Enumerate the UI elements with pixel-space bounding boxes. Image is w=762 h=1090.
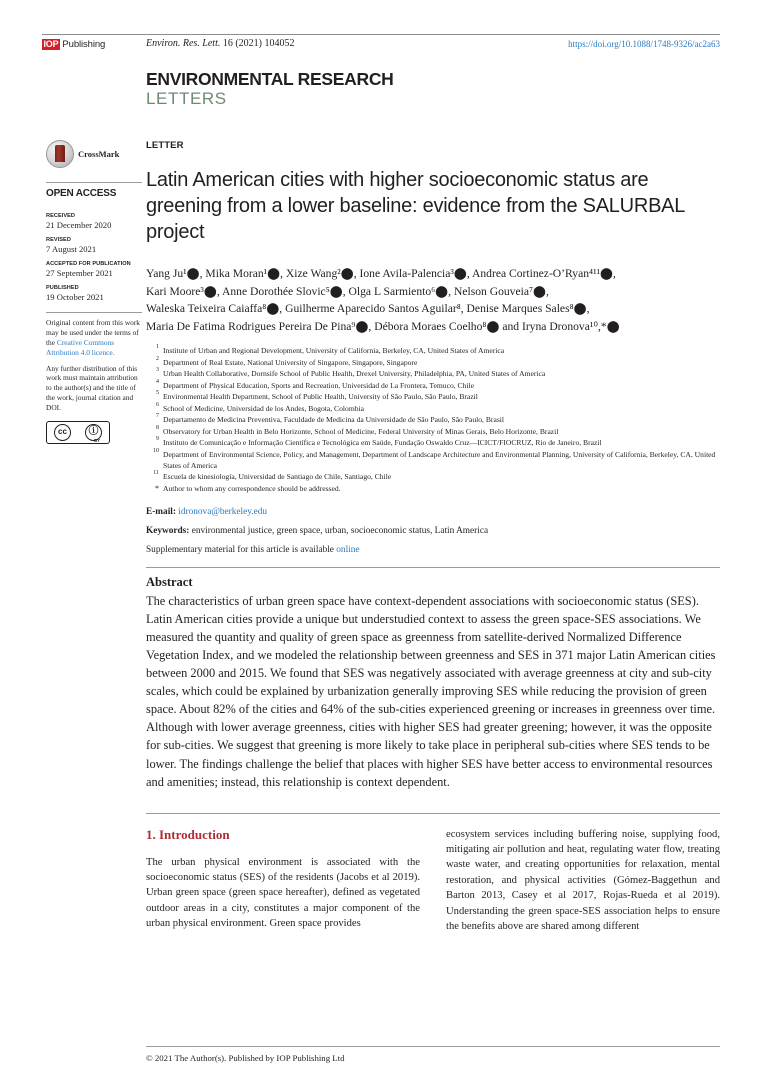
affiliation-number: 11 (153, 470, 159, 477)
author-line-2: Kari Moore³⬤, Anne Dorothée Slovic⁵⬤, Olga L Sarmiento⁶⬤, Nelson Gouveia⁷⬤, (146, 284, 549, 298)
corresponding-email-link[interactable]: idronova@berkeley.edu (178, 506, 268, 517)
iop-logo-word: Publishing (62, 39, 106, 50)
affiliation-row (146, 449, 720, 471)
publication-dates (46, 213, 142, 303)
author-line-1: Yang Ju¹⬤, Mika Moran¹⬤, Xize Wang²⬤, Ione Avila-Palencia³⬤, Andrea Cortinez-O’Ryan⁴¹¹⬤, (146, 267, 616, 280)
email-line (146, 507, 720, 517)
affiliation-row (146, 357, 720, 368)
date-accepted-value: 27 September 2021 (46, 268, 113, 279)
affiliation-text: Institute of Urban and Regional Development, University of California, Berkeley, CA, United States of America (163, 346, 505, 356)
date-revised (46, 237, 142, 255)
affiliation-row (146, 345, 720, 356)
crossmark-icon (46, 140, 74, 168)
affiliation-row (146, 437, 720, 448)
affiliation-number: 4 (156, 378, 159, 385)
affiliation-text: Author to whom any correspondence should be addressed. (163, 483, 341, 493)
introduction-divider (146, 813, 720, 814)
footer-divider (146, 1046, 720, 1047)
creative-commons-badge (46, 421, 110, 444)
affiliation-text: School of Medicine, Universidad de los Andes, Bogota, Colombia (163, 403, 364, 413)
license-notice (46, 318, 142, 413)
author-line-3: Waleska Teixeira Caiaffa⁸⬤, Guilherme Aparecido Santos Aguilar⁸, Denise Marques Sales⁸⬤, (146, 302, 590, 316)
sidebar-divider-license (46, 312, 142, 313)
author-line-4: Maria De Fatima Rodrigues Pereira De Pina⁹⬤, Débora Moraes Coelho⁸⬤ and Iryna Dronova¹⁰,*⬤ (146, 319, 620, 333)
affiliation-row (146, 471, 720, 482)
masthead-line-2: LETTERS (146, 88, 227, 108)
body-columns (146, 827, 720, 935)
journal-volume-pages: 16 (2021) 104052 (220, 38, 295, 49)
body-column-right (446, 827, 720, 935)
cc-by-glyph: ⓘ (88, 425, 99, 437)
affiliation-row (146, 368, 720, 379)
affiliation-list (146, 345, 720, 494)
keywords-line (146, 526, 720, 536)
affiliation-row (146, 391, 720, 402)
masthead-line-1: ENVIRONMENTAL RESEARCH (146, 69, 394, 89)
main-content (146, 140, 720, 934)
affiliation-row (146, 403, 720, 414)
body-column-left (146, 827, 420, 935)
affiliation-number: 9 (156, 436, 159, 443)
license-paragraph-2: Any further distribution of this work must maintain attribution to the author(s) and the title of the work, journal citation and DOI. (46, 363, 138, 412)
keywords-label: Keywords: (146, 525, 190, 536)
footer-copyright: © 2021 The Author(s). Published by IOP Publishing Ltd (146, 1053, 345, 1063)
date-received (46, 213, 142, 231)
page-title: Latin American cities with higher socioeconomic status are greening from a lower baseline: evidence from the SALURBAL project (146, 169, 685, 243)
crossmark-badge-group[interactable] (46, 140, 142, 168)
date-published (46, 285, 142, 303)
supplementary-text: Supplementary material for this article is available (146, 544, 337, 555)
section-heading-introduction: 1. Introduction (146, 826, 230, 842)
affiliation-row (146, 426, 720, 437)
date-received-label: RECEIVED (46, 213, 75, 219)
affiliation-row (146, 380, 720, 391)
keywords-value: environmental justice, green space, urban, socioeconomic status, Latin America (191, 525, 489, 536)
cc-icon: cc (54, 424, 71, 441)
affiliation-text: Department of Physical Education, Sports and Recreation, Universidad de La Frontera, Temuco, Chile (163, 380, 475, 390)
affiliation-number: 5 (156, 390, 159, 397)
author-list (146, 265, 706, 335)
iop-logo-mark: IOP (43, 39, 59, 49)
journal-masthead (146, 70, 394, 108)
sidebar-divider-top (46, 182, 142, 183)
affiliation-number: 3 (156, 367, 159, 374)
affiliation-row (146, 483, 720, 495)
sidebar (46, 140, 142, 444)
article-type-label: LETTER (146, 140, 184, 151)
introduction-paragraph-right: ecosystem services including buffering noise, supplying food, mitigating air pollution and heat, regulating water flow, treating waste water, and creating opportunities for relaxation, mental restoration, and physical activities (Gómez-Baggethun and Barton 2013, Casey et al 2017, Rojas-Rueda et al 2019). Understanding the green space-SES association helps to ensure the benefits above are shared among different (446, 828, 720, 932)
date-revised-value: 7 August 2021 (46, 244, 97, 255)
supplementary-online-link[interactable]: online (336, 544, 360, 555)
crossmark-label: CrossMark (78, 149, 120, 159)
affiliation-number: 7 (156, 413, 159, 420)
date-received-value: 21 December 2020 (46, 220, 112, 231)
affiliation-number: 1 (156, 344, 159, 351)
cc-by-label: BY (94, 438, 100, 444)
date-accepted-label: ACCEPTED FOR PUBLICATION (46, 260, 131, 267)
affiliation-text: Departamento de Medicina Preventiva, Faculdade de Medicina da Universidade de São Paulo, São Paulo, Brasil (163, 415, 504, 425)
affiliation-number: 10 (153, 447, 159, 454)
creative-commons-link[interactable]: Creative Commons Attribution 4.0 licence. (46, 337, 115, 357)
affiliation-row (146, 414, 720, 425)
affiliation-number: 2 (156, 355, 159, 362)
license-text-before-link: Original content from this work may be used under the terms of the (46, 318, 141, 347)
date-accepted (46, 261, 142, 279)
abstract-divider (146, 567, 720, 568)
affiliation-number: 6 (156, 401, 159, 408)
affiliation-text: Department of Real Estate, National University of Singapore, Singapore, Singapore (163, 357, 418, 367)
supplementary-line (146, 545, 720, 555)
affiliation-text: Department of Environmental Science, Policy, and Management, Department of Landscape Architecture and Environmental Planning, University of California, Berkeley, CA, United States of America (163, 449, 716, 470)
affiliation-number: * (155, 483, 159, 493)
date-published-label: PUBLISHED (46, 284, 79, 291)
affiliation-text: Instituto de Comunicação e Informação Científica e Tecnológica em Saúde, Fundação Oswaldo Cruz—ICICT/FIOCRUZ, Rio de Janeiro, Brazil (163, 438, 602, 448)
affiliation-text: Environmental Health Department, School of Public Health, University of São Paulo, São Paulo, Brazil (163, 392, 478, 402)
doi-link[interactable]: https://doi.org/10.1088/1748-9326/ac2a63 (568, 39, 720, 49)
email-label: E-mail: (146, 506, 176, 517)
affiliation-text: Escuela de kinesiología, Universidad de Santiago de Chile, Santiago, Chile (163, 472, 392, 482)
affiliation-text: Urban Health Collaborative, Dornsife School of Public Health, Drexel University, Philadelphia, PA, United States of America (163, 369, 546, 379)
abstract-body: The characteristics of urban green space have context-dependent associations with socioeconomic status (SES). Latin American cities provide a unique but understudied context to assess the green space-SES associations. We measured the quantity and quality of green space as greenness from satellite-derived Normalized Difference Vegetation Index, and we modeled the relationship between greenness and SES in 371 major Latin American cities between 2000 and 2015. We found that SES was negatively associated with average greenness at city and sub-city scales, which could be explained by urbanization generally improving SES while reducing the provision of green space. About 82% of the cities and 64% of the sub-cities experienced greening or increases in greenness over time. Although with lower average greenness, cities with higher SES had greater greening; however, it was the opposite for sub-cities. We suggest that greening is more likely to take place in peripheral sub-cities where SES tends to be lower. The findings challenge the belief that places with higher SES have better access to environmental resources and amenities; instead, this relationship is context dependent. (146, 593, 716, 789)
introduction-paragraph-left: The urban physical environment is associated with the socioeconomic status (SES) of the residents (Jacobs et al 2019). Urban green space (green space hereafter), defined as vegetated outdoor areas in a city, constitutes a major component of the urban physical environment. Green space provides (146, 856, 420, 930)
date-revised-label: REVISED (46, 236, 71, 243)
journal-citation (146, 38, 295, 49)
iop-publishing-logo (42, 39, 105, 50)
header-divider (42, 34, 720, 35)
date-published-value: 19 October 2021 (46, 292, 104, 303)
affiliation-number: 8 (156, 424, 159, 431)
license-paragraph-1 (46, 318, 142, 357)
journal-name: Environ. Res. Lett. (146, 38, 221, 49)
affiliation-text: Observatory for Urban Health in Belo Horizonte, School of Medicine, Federal University of Minas Gerais, Belo Horizonte, Brazil (163, 426, 559, 436)
abstract-heading: Abstract (146, 574, 193, 589)
open-access-label: OPEN ACCESS (46, 188, 117, 199)
